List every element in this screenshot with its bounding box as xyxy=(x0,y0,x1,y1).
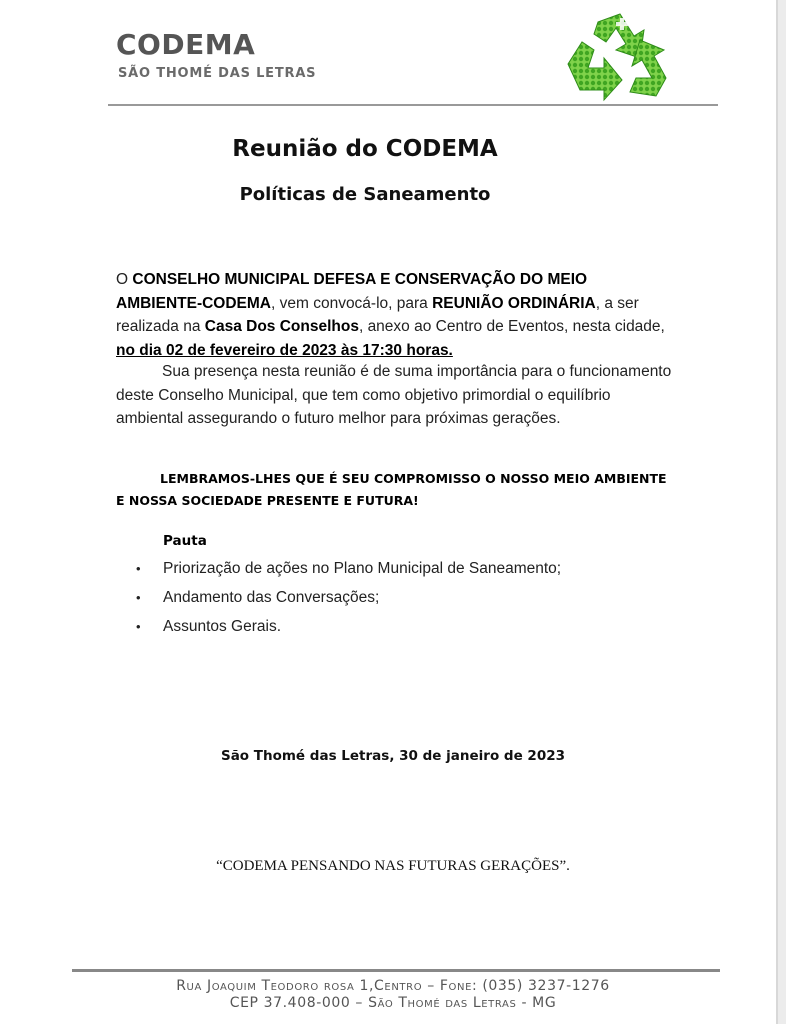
footer-divider xyxy=(72,969,720,972)
date-line: São Thomé das Letras, 30 de janeiro de 2023 xyxy=(220,748,566,764)
brand-subtitle: SÃO THOMÉ DAS LETRAS xyxy=(118,66,317,81)
agenda-item xyxy=(136,589,561,618)
agenda-item-text: Assuntos Gerais. xyxy=(163,618,282,635)
agenda-item xyxy=(136,618,561,647)
motto: “CODEMA PENSANDO NAS FUTURAS GERAÇÕES”. xyxy=(216,858,570,874)
importance-paragraph: Sua presença nesta reunião é de suma importância para o funcionamento deste Conselho Municipal, que tem como objetivo primordial o equilíbrio ambiental assegurando o futuro melhor para próximas gerações. xyxy=(116,363,672,427)
council-name: CONSELHO MUNICIPAL DEFESA E CONSERVAÇÃO DO MEIO AMBIENTE-CODEMA xyxy=(116,271,588,312)
footer-address: Rua Joaquim Teodoro rosa 1,Centro – Fone: (035) 3237-1276 xyxy=(176,978,610,994)
document-subtitle: Políticas de Saneamento xyxy=(239,184,491,205)
agenda-item-text: Priorização de ações no Plano Municipal de Saneamento; xyxy=(163,560,562,577)
p1-text-1: O xyxy=(116,271,133,288)
recycle-icon xyxy=(560,8,672,106)
p1-text-4: , anexo ao Centro de Eventos, nesta cidade, xyxy=(358,318,665,335)
agenda-title: Pauta xyxy=(163,533,207,549)
agenda-item xyxy=(136,560,561,589)
bullet-icon: • xyxy=(136,590,141,605)
bullet-icon: • xyxy=(136,619,141,634)
bullet-icon: • xyxy=(136,561,141,576)
meeting-type: REUNIÃO ORDINÁRIA xyxy=(432,294,596,312)
footer-cep: CEP 37.408-000 – São Thomé das Letras - MG xyxy=(229,995,557,1011)
meeting-venue: Casa Dos Conselhos xyxy=(204,318,359,335)
convocation-paragraph xyxy=(116,268,676,362)
reminder-text: LEMBRAMOS-LHES QUE É SEU COMPROMISSO O NOSSO MEIO AMBIENTE E NOSSA SOCIEDADE PRESENTE E FUTURA! xyxy=(116,471,667,508)
agenda-list xyxy=(136,560,561,647)
p1-text-2: , vem convocá-lo, para xyxy=(271,294,433,312)
meeting-datetime: no dia 02 de fevereiro de 2023 às 17:30 horas. xyxy=(116,341,453,359)
header-divider xyxy=(108,104,718,106)
p1-text-3: , a ser realizada na xyxy=(116,294,639,335)
brand-name: CODEMA xyxy=(116,28,256,61)
agenda-item-text: Andamento das Conversações; xyxy=(163,589,380,606)
document-title: Reunião do CODEMA xyxy=(232,136,498,162)
